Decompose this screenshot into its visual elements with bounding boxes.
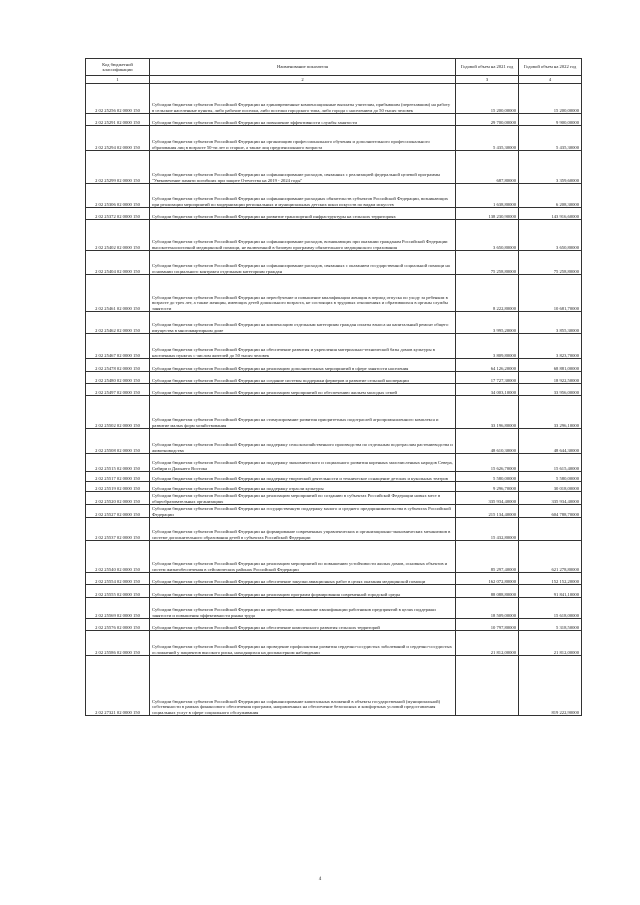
cell-name: Субсидии бюджетам субъектов Российской Федерации на проведение профилактики развития сердечно-сосудистых заболеваний и сердечно-сосудистых осложнений у пациентов высокого риска, находящихся на диспансерном наблюдении <box>150 631 456 656</box>
column-index: 4 <box>519 76 582 84</box>
cell-name: Субсидии бюджетам субъектов Российской Федерации на стимулирование развития приоритетных подотраслей агропромышленного комплекса и развитие малых форм хозяйствования <box>150 396 456 429</box>
table-row <box>86 384 582 396</box>
cell-code: 2 02 25461 02 0000 150 <box>86 275 150 312</box>
table-row <box>86 84 582 114</box>
cell-name: Субсидии бюджетам субъектов Российской Федерации на переобучение и повышение квалификации женщин в период отпуска по уходу за ребенком в возрасте до трех лет, а также женщин, имеющих детей дошкольного возраста, не состоящих в трудовых отношениях и обратившихся в органы службы занятости <box>150 275 456 312</box>
cell-name: Субсидии бюджетам субъектов Российской Федерации на реализацию программ формирования современной городской среды <box>150 585 456 598</box>
cell-y2021: 85 297,40000 <box>456 541 519 573</box>
cell-code: 2 02 25515 02 0000 150 <box>86 454 150 472</box>
cell-y2022: 21 812,00000 <box>519 631 582 656</box>
header-2021: Годовой объем на 2021 год <box>456 59 519 76</box>
cell-code: 2 02 25478 02 0000 150 <box>86 359 150 372</box>
cell-name: Субсидии бюджетам субъектов Российской Федерации на государственную поддержку малого и среднего предпринимательства в субъектах Российской Федерации <box>150 505 456 518</box>
cell-y2022: 5 318,50000 <box>519 619 582 631</box>
cell-name: Субсидии бюджетам субъектов Российской Федерации на поддержку отрасли культуры <box>150 482 456 492</box>
table-row <box>86 184 582 208</box>
cell-code: 2 02 25294 02 0000 150 <box>86 126 150 151</box>
cell-y2021: 10 797,80000 <box>456 619 519 631</box>
cell-y2021: 1 638,80000 <box>456 184 519 208</box>
table-row <box>86 482 582 492</box>
table-header-row <box>86 59 582 76</box>
cell-code: 2 02 25497 02 0000 150 <box>86 384 150 396</box>
table-row <box>86 573 582 585</box>
cell-y2021: 335 934,40000 <box>456 492 519 505</box>
cell-name: Субсидии бюджетам субъектов Российской Федерации на обеспечение закупки авиационных работ в целях оказания медицинской помощи <box>150 573 456 585</box>
cell-name: Субсидии бюджетам субъектов Российской Федерации на софинансирование расходов, возникающих при оказании гражданам Российской Федерации высокотехнологичной медицинской помощи, не включенной в базовую программу обязательного медицинского страхования <box>150 220 456 251</box>
cell-y2021: 21 812,00000 <box>456 631 519 656</box>
cell-y2021 <box>456 656 519 716</box>
header-name: Наименование показателя <box>150 59 456 76</box>
table-row <box>86 372 582 384</box>
cell-name: Субсидии бюджетам субъектов Российской Федерации на развитие транспортной инфраструктуры на сельских территориях <box>150 208 456 220</box>
cell-y2022: 75 258,80000 <box>519 251 582 275</box>
table-row <box>86 334 582 359</box>
cell-y2021: 138 230,90000 <box>456 208 519 220</box>
table-row <box>86 208 582 220</box>
table-row <box>86 151 582 184</box>
cell-y2022: 819 222,90000 <box>519 656 582 716</box>
cell-code: 2 02 27321 02 0000 150 <box>86 656 150 716</box>
table-row <box>86 220 582 251</box>
cell-y2022: 91 841,10000 <box>519 585 582 598</box>
cell-code: 2 02 25555 02 0000 150 <box>86 585 150 598</box>
cell-name: Субсидии бюджетам субъектов Российской Федерации на поддержку творческой деятельности и техническое оснащение детских и кукольных театров <box>150 472 456 482</box>
cell-name: Субсидии бюджетам субъектов Российской Федерации на единовременные компенсационные выплаты учителям, прибывшим (переехавшим) на работу в сельские населенные пункты, либо рабочие поселки, либо поселки городского типа, либо города с населением до 50 тысяч человек <box>150 84 456 114</box>
cell-y2021: 18 509,00000 <box>456 598 519 619</box>
column-index-row <box>86 76 582 84</box>
cell-code: 2 02 25540 02 0000 150 <box>86 541 150 573</box>
cell-name: Субсидии бюджетам субъектов Российской Федерации на поддержку сельскохозяйственного производства по отдельным подотраслям растениеводства и животноводства <box>150 429 456 454</box>
cell-y2022: 9 900,00000 <box>519 114 582 126</box>
column-index: 1 <box>86 76 150 84</box>
cell-code: 2 02 25569 02 0000 150 <box>86 598 150 619</box>
cell-code: 2 02 25306 02 0000 150 <box>86 184 150 208</box>
cell-code: 2 02 25480 02 0000 150 <box>86 372 150 384</box>
cell-y2021: 15 626,70000 <box>456 454 519 472</box>
cell-y2021: 3 995,20000 <box>456 312 519 334</box>
cell-y2022: 3 823,70000 <box>519 334 582 359</box>
cell-y2021: 15 200,00000 <box>456 84 519 114</box>
cell-y2021: 215 134,40000 <box>456 505 519 518</box>
cell-y2022: 15 200,00000 <box>519 84 582 114</box>
cell-y2022: 3 359,60000 <box>519 151 582 184</box>
cell-y2021: 5 580,00000 <box>456 472 519 482</box>
cell-y2022: 6 208,30000 <box>519 184 582 208</box>
cell-name: Субсидии бюджетам субъектов Российской Федерации на софинансирование расходов, связанных с оказанием государственной социальной помощи на основании социального контракта отдельным категориям граждан <box>150 251 456 275</box>
cell-y2022: 621 278,80000 <box>519 541 582 573</box>
cell-y2022: 152 152,20000 <box>519 573 582 585</box>
cell-code: 2 02 25467 02 0000 150 <box>86 334 150 359</box>
cell-code: 2 02 25372 02 0000 150 <box>86 208 150 220</box>
cell-y2021: 29 700,00000 <box>456 114 519 126</box>
cell-y2021: 3 809,80000 <box>456 334 519 359</box>
cell-y2021: 88 088,80000 <box>456 585 519 598</box>
table-row <box>86 656 582 716</box>
cell-code: 2 02 25576 02 0000 150 <box>86 619 150 631</box>
cell-name: Субсидии бюджетам субъектов Российской Федерации на реализацию мероприятий по повышению устойчивости жилых домов, основных объектов и систем жизнеобеспечения в сейсмических районах Российской Федерации <box>150 541 456 573</box>
table-row <box>86 275 582 312</box>
cell-name: Субсидии бюджетам субъектов Российской Федерации на повышение эффективности службы занятости <box>150 114 456 126</box>
cell-code: 2 02 25462 02 0000 150 <box>86 312 150 334</box>
cell-code: 2 02 25520 02 0000 150 <box>86 492 150 505</box>
cell-code: 2 02 25519 02 0000 150 <box>86 482 150 492</box>
cell-y2022: 5 435,30000 <box>519 126 582 151</box>
cell-code: 2 02 25299 02 0000 150 <box>86 151 150 184</box>
table-row <box>86 518 582 541</box>
cell-y2022: 10 681,70000 <box>519 275 582 312</box>
budget-table-page <box>85 58 581 716</box>
table-row <box>86 541 582 573</box>
cell-y2021: 8 222,80000 <box>456 275 519 312</box>
cell-code: 2 02 25502 02 0000 150 <box>86 396 150 429</box>
cell-y2021: 34 003,10000 <box>456 384 519 396</box>
table-row <box>86 114 582 126</box>
cell-name: Субсидии бюджетам субъектов Российской Федерации на компенсацию отдельным категориям граждан оплаты взноса на капитальный ремонт общего имущества в многоквартирном доме <box>150 312 456 334</box>
cell-y2022: 68 881,00000 <box>519 359 582 372</box>
cell-y2022: 33 296,10000 <box>519 396 582 429</box>
cell-name: Субсидии бюджетам субъектов Российской Федерации на поддержку экономического и социального развития коренных малочисленных народов Севера, Сибири и Дальнего Востока <box>150 454 456 472</box>
cell-y2022: 3 855,30000 <box>519 312 582 334</box>
cell-name: Субсидии бюджетам субъектов Российской Федерации на создание системы поддержки фермеров и развитие сельской кооперации <box>150 372 456 384</box>
cell-code: 2 02 25554 02 0000 150 <box>86 573 150 585</box>
cell-y2021: 3 650,80000 <box>456 220 519 251</box>
cell-name: Субсидии бюджетам субъектов Российской Федерации на софинансирование расходных обязательств субъектов Российской Федерации, возникающих при реализации мероприятий по модернизации региональных и муниципальных детских школ искусств по видам искусств <box>150 184 456 208</box>
cell-name: Субсидии бюджетам субъектов Российской Федерации на реализацию мероприятий по созданию в субъектах Российской Федерации новых мест в общеобразовательных организациях <box>150 492 456 505</box>
table-row <box>86 619 582 631</box>
cell-y2022: 604 788,70000 <box>519 505 582 518</box>
cell-y2021: 75 258,80000 <box>456 251 519 275</box>
table-row <box>86 359 582 372</box>
table-row <box>86 126 582 151</box>
table-row <box>86 472 582 482</box>
cell-y2022: 5 580,00000 <box>519 472 582 482</box>
cell-name: Субсидии бюджетам субъектов Российской Федерации на формирование современных управленческих и организационно-экономических механизмов в системе дополнительного образования детей в субъектах Российской Федерации <box>150 518 456 541</box>
cell-name: Субсидии бюджетам субъектов Российской Федерации на реализацию дополнительных мероприятий в сфере занятости населения <box>150 359 456 372</box>
cell-code: 2 02 25586 02 0000 150 <box>86 631 150 656</box>
cell-y2022: 15 615,40000 <box>519 454 582 472</box>
cell-y2021: 17 727,30000 <box>456 372 519 384</box>
header-2022: Годовой объем на 2022 год <box>519 59 582 76</box>
column-index: 2 <box>150 76 456 84</box>
cell-name: Субсидии бюджетам субъектов Российской Федерации на обеспечение развития и укрепления материально-технической базы домов культуры в населенных пунктах с числом жителей до 50 тысяч человек <box>150 334 456 359</box>
cell-y2022: 15 618,00000 <box>519 598 582 619</box>
table-row <box>86 312 582 334</box>
column-index: 3 <box>456 76 519 84</box>
header-code: Код бюджетной классификации <box>86 59 150 76</box>
cell-y2021: 64 126,20000 <box>456 359 519 372</box>
cell-y2021: 5 435,30000 <box>456 126 519 151</box>
table-row <box>86 251 582 275</box>
cell-y2021: 33 196,80000 <box>456 396 519 429</box>
cell-name: Субсидии бюджетам субъектов Российской Федерации на софинансирование капитальных вложений в объекты государственной (муниципальной) собственности в рамках финансового обеспечения программ, направленных на обеспечение безопасных и комфортных условий предоставления социальных услуг в сфере социального обслуживания <box>150 656 456 716</box>
cell-y2021: 687,80000 <box>456 151 519 184</box>
cell-code: 2 02 25517 02 0000 150 <box>86 472 150 482</box>
cell-y2021: 48 610,30000 <box>456 429 519 454</box>
cell-y2022: 335 934,40000 <box>519 492 582 505</box>
table-row <box>86 396 582 429</box>
cell-y2022: 30 018,00000 <box>519 482 582 492</box>
table-row <box>86 492 582 505</box>
table-row <box>86 454 582 472</box>
cell-code: 2 02 25527 02 0000 150 <box>86 505 150 518</box>
cell-code: 2 02 25256 02 0000 150 <box>86 84 150 114</box>
cell-name: Субсидии бюджетам субъектов Российской Федерации на организацию профессионального обучения и дополнительного профессионального образования лиц в возрасте 50-ти лет и старше, а также лиц предпенсионного возраста <box>150 126 456 151</box>
cell-name: Субсидии бюджетам субъектов Российской Федерации на обеспечение комплексного развития сельских территорий <box>150 619 456 631</box>
cell-code: 2 02 25537 02 0000 150 <box>86 518 150 541</box>
table-row <box>86 598 582 619</box>
table-row <box>86 505 582 518</box>
table-row <box>86 631 582 656</box>
cell-y2022: 33 956,00000 <box>519 384 582 396</box>
cell-y2021: 162 072,80000 <box>456 573 519 585</box>
table-row <box>86 429 582 454</box>
cell-code: 2 02 25402 02 0000 150 <box>86 220 150 251</box>
cell-y2022: 18 922,50000 <box>519 372 582 384</box>
cell-y2021: 15 432,80000 <box>456 518 519 541</box>
budget-table <box>85 58 582 716</box>
cell-y2021: 9 296,70000 <box>456 482 519 492</box>
cell-y2022: 3 650,80000 <box>519 220 582 251</box>
cell-name: Субсидии бюджетам субъектов Российской Федерации на софинансирование расходов, связанных с реализацией федеральной целевой программы "Увековечение памяти погибших при защите Отечества на 2019 - 2024 годы" <box>150 151 456 184</box>
cell-code: 2 02 25508 02 0000 150 <box>86 429 150 454</box>
cell-code: 2 02 25404 02 0000 150 <box>86 251 150 275</box>
cell-name: Субсидии бюджетам субъектов Российской Федерации на переобучение, повышение квалификации работников предприятий в целях поддержки занятости и повышения эффективности рынка труда <box>150 598 456 619</box>
page-number: 4 <box>318 877 322 882</box>
cell-name: Субсидии бюджетам субъектов Российской Федерации на реализацию мероприятий по обеспечению жильем молодых семей <box>150 384 456 396</box>
table-row <box>86 585 582 598</box>
cell-code: 2 02 25291 02 0000 150 <box>86 114 150 126</box>
cell-y2022 <box>519 518 582 541</box>
cell-y2022: 48 644,30000 <box>519 429 582 454</box>
cell-y2022: 143 916,60000 <box>519 208 582 220</box>
